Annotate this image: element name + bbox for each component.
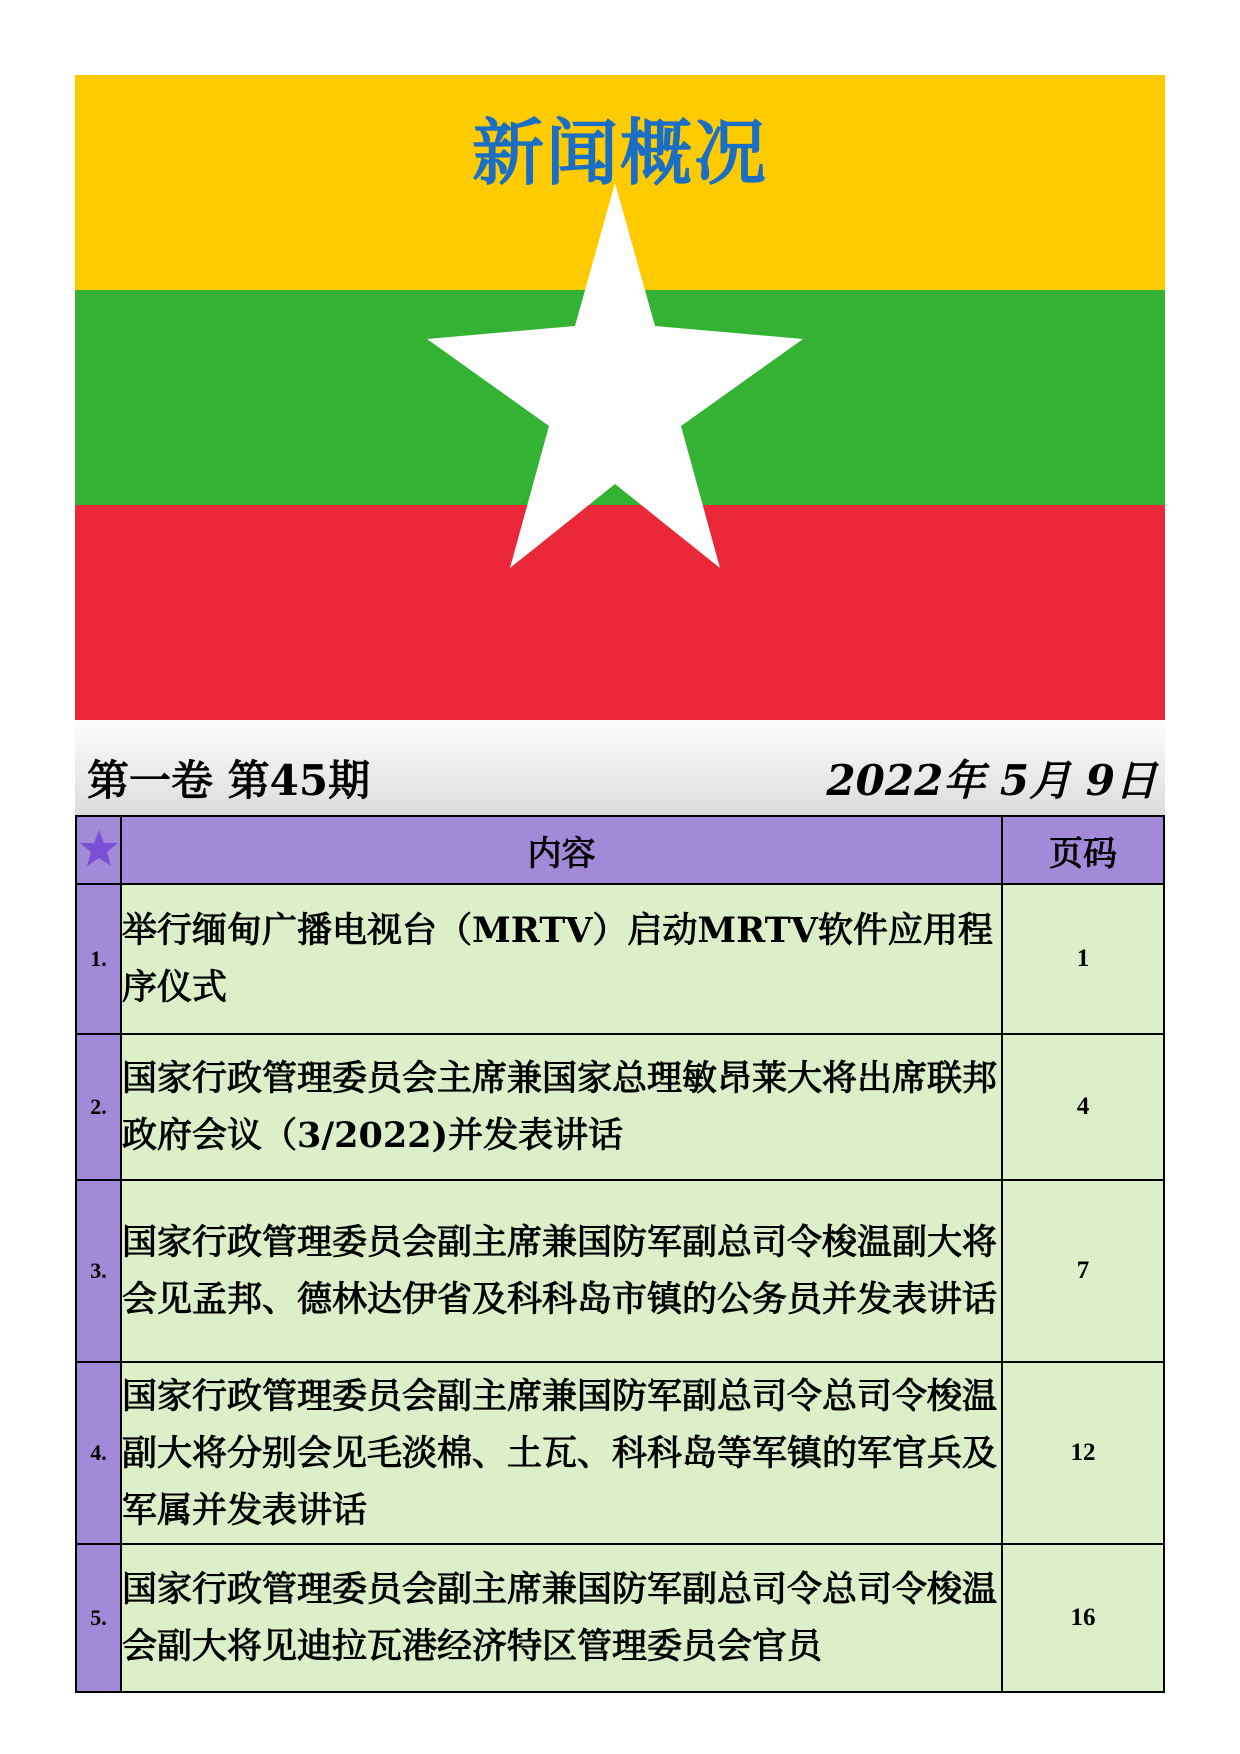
toc-header-page: 页码: [1002, 816, 1164, 884]
row-page: 4: [1002, 1034, 1164, 1180]
toc-header-star: [76, 816, 121, 884]
table-of-contents: [75, 815, 1165, 1693]
myanmar-flag: [75, 75, 1165, 720]
row-page: 7: [1002, 1180, 1164, 1362]
row-number: 5.: [76, 1544, 121, 1692]
issue-bar: [75, 720, 1165, 815]
row-title[interactable]: 国家行政管理委员会副主席兼国防军副总司令总司令梭温副大将分别会见毛淡棉、土瓦、科科岛等军镇的军官兵及军属并发表讲话: [121, 1362, 1002, 1544]
row-title[interactable]: 国家行政管理委员会副主席兼国防军副总司令梭温副大将会见孟邦、德林达伊省及科科岛市镇的公务员并发表讲话: [121, 1180, 1002, 1362]
toc-header-content: 内容: [121, 816, 1002, 884]
row-title[interactable]: 国家行政管理委员会副主席兼国防军副总司令总司令梭温会副大将见迪拉瓦港经济特区管理委员会官员: [121, 1544, 1002, 1692]
row-number: 4.: [76, 1362, 121, 1544]
page-title: 新闻概况: [471, 111, 768, 195]
table-row[interactable]: [76, 1544, 1164, 1692]
table-row[interactable]: [76, 1180, 1164, 1362]
row-page: 16: [1002, 1544, 1164, 1692]
star-icon: [79, 828, 119, 868]
issue-volume: 第一卷 第45期: [87, 756, 371, 805]
row-title[interactable]: 国家行政管理委员会主席兼国家总理敏昂莱大将出席联邦政府会议（3/2022)并发表讲话: [121, 1034, 1002, 1180]
table-row[interactable]: [76, 884, 1164, 1034]
row-page: 12: [1002, 1362, 1164, 1544]
table-row[interactable]: [76, 1034, 1164, 1180]
row-number: 2.: [76, 1034, 121, 1180]
row-number: 1.: [76, 884, 121, 1034]
issue-date: 2022年 5月 9日: [826, 756, 1157, 805]
row-page: 1: [1002, 884, 1164, 1034]
row-number: 3.: [76, 1180, 121, 1362]
toc-header-row: [76, 816, 1164, 884]
row-title[interactable]: 举行缅甸广播电视台（MRTV）启动MRTV软件应用程序仪式: [121, 884, 1002, 1034]
table-row[interactable]: [76, 1362, 1164, 1544]
